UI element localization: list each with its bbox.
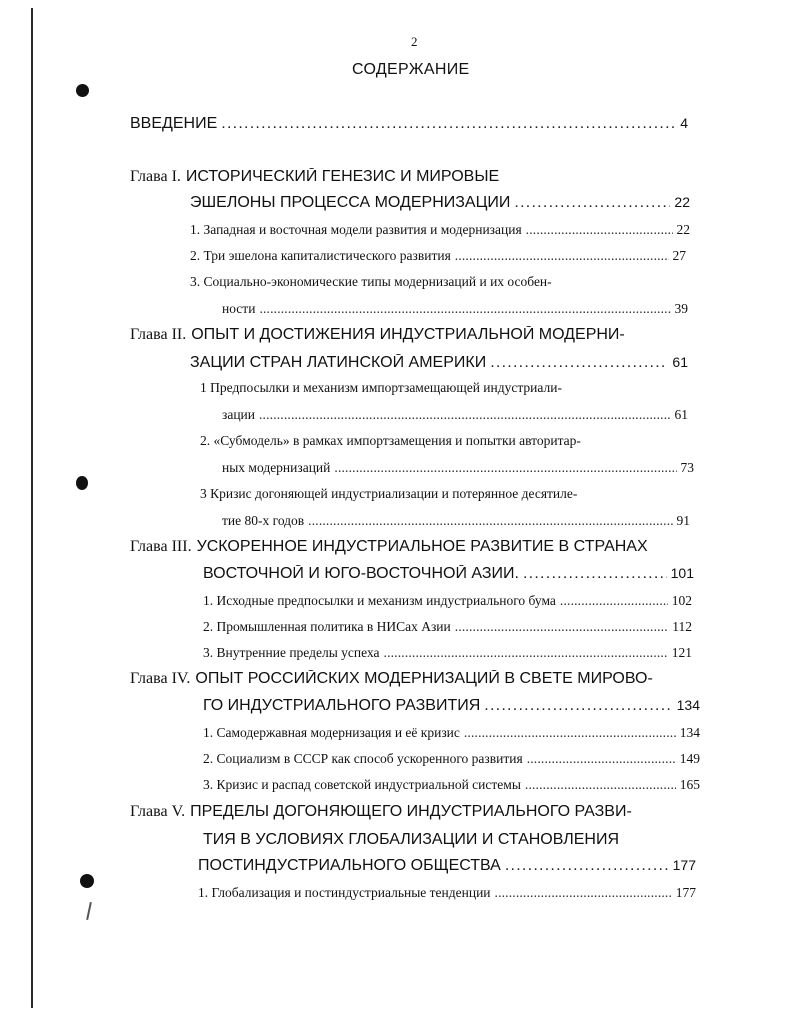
toc-page-number: 39 xyxy=(674,301,688,316)
toc-chapter-3-heading[interactable] xyxy=(130,538,690,556)
section-title: 3. Социально-экономические типы модернизаций и их особен- xyxy=(190,274,552,289)
toc-page-number: 121 xyxy=(671,645,692,660)
toc-chapter-1-heading-cont[interactable] xyxy=(190,194,690,212)
toc-section-3-3[interactable] xyxy=(203,645,692,661)
chapter-title-line: ПОСТИНДУСТРИАЛЬНОГО ОБЩЕСТВА xyxy=(198,857,501,874)
toc-entry-label: ВВЕДЕНИЕ xyxy=(130,115,218,132)
punch-hole-mark xyxy=(80,874,94,888)
page-title: СОДЕРЖАНИЕ xyxy=(352,61,470,78)
toc-page-number: 165 xyxy=(679,777,700,792)
punch-hole-mark xyxy=(76,84,89,97)
section-title: 2. Три эшелона капиталистического развития xyxy=(190,248,451,263)
toc-page-number: 27 xyxy=(672,248,686,263)
section-title: 1. Западная и восточная модели развития и модернизация xyxy=(190,222,522,237)
toc-section-2-1[interactable] xyxy=(200,380,690,396)
section-title: 1 Предпосылки и механизм импортзамещающей индустриали- xyxy=(200,380,562,395)
toc-page-number: 177 xyxy=(675,885,696,900)
toc-section-2-2[interactable] xyxy=(200,433,690,449)
toc-page-number: 101 xyxy=(670,565,694,581)
toc-section-1-3[interactable] xyxy=(190,274,690,290)
toc-page-number: 149 xyxy=(679,751,700,766)
section-title: 1. Самодержавная модернизация и её кризис xyxy=(203,725,460,740)
page-number: 2 xyxy=(411,34,418,49)
chapter-title-line: ТИЯ В УСЛОВИЯХ ГЛОБАЛИЗАЦИИ И СТАНОВЛЕНИЯ xyxy=(203,831,620,848)
toc-section-2-2-cont[interactable] xyxy=(222,460,694,476)
chapter-prefix: Глава V. xyxy=(130,803,186,820)
section-title: 2. «Субмодель» в рамках импортзамещения и попытки авторитар- xyxy=(200,433,581,448)
toc-section-2-3-cont[interactable] xyxy=(222,513,690,529)
section-title: зации xyxy=(222,407,255,422)
toc-chapter-4-heading[interactable] xyxy=(130,670,690,688)
chapter-title-line: ВОСТОЧНОЙ И ЮГО-ВОСТОЧНОЙ АЗИИ. xyxy=(203,565,519,582)
toc-page-number: 4 xyxy=(680,115,688,131)
toc-page-number: 134 xyxy=(676,697,700,713)
toc-entry-introduction[interactable] xyxy=(130,115,688,133)
chapter-title-line: ОПЫТ И ДОСТИЖЕНИЯ ИНДУСТРИАЛЬНОЙ МОДЕРНИ- xyxy=(191,326,625,343)
section-title: 1. Глобализация и постиндустриальные тенденции xyxy=(198,885,491,900)
toc-page-number: 22 xyxy=(676,222,690,237)
toc-section-5-1[interactable] xyxy=(198,885,696,901)
section-title: 1. Исходные предпосылки и механизм индустриального бума xyxy=(203,593,556,608)
chapter-title-line: УСКОРЕННОЕ ИНДУСТРИАЛЬНОЕ РАЗВИТИЕ В СТРАНАХ xyxy=(196,538,648,555)
toc-page-number: 73 xyxy=(680,460,694,475)
section-title: 2. Социализм в СССР как способ ускоренного развития xyxy=(203,751,523,766)
toc-page-number: 22 xyxy=(674,194,690,210)
toc-chapter-5-heading-cont[interactable] xyxy=(203,831,693,849)
toc-section-4-2[interactable] xyxy=(203,751,700,767)
toc-page-number: 61 xyxy=(674,407,688,422)
chapter-prefix: Глава I. xyxy=(130,168,181,185)
toc-page-number: 91 xyxy=(676,513,690,528)
toc-section-1-1[interactable] xyxy=(190,222,690,238)
toc-section-1-3-cont[interactable] xyxy=(222,301,688,317)
pen-scratch-mark xyxy=(86,902,92,920)
section-title: 2. Промышленная политика в НИСах Азии xyxy=(203,619,451,634)
toc-page-number: 61 xyxy=(672,354,688,370)
chapter-prefix: Глава III. xyxy=(130,538,192,555)
toc-section-1-2[interactable] xyxy=(190,248,686,264)
chapter-title-line: ЭШЕЛОНЫ ПРОЦЕССА МОДЕРНИЗАЦИИ xyxy=(190,194,511,211)
chapter-title-line: ОПЫТ РОССИЙСКИХ МОДЕРНИЗАЦИЙ В СВЕТЕ МИРОВО- xyxy=(195,670,653,687)
section-title: тие 80-х годов xyxy=(222,513,305,528)
toc-section-2-1-cont[interactable] xyxy=(222,407,688,423)
toc-page-number: 134 xyxy=(679,725,700,740)
toc-chapter-5-heading-cont-2[interactable] xyxy=(198,857,696,875)
toc-page-number: 177 xyxy=(672,857,696,873)
punch-hole-mark xyxy=(76,476,88,490)
toc-chapter-2-heading[interactable] xyxy=(130,326,690,344)
chapter-prefix: Глава II. xyxy=(130,326,187,343)
toc-chapter-5-heading[interactable] xyxy=(130,803,690,821)
chapter-title-line: ИСТОРИЧЕСКИЙ ГЕНЕЗИС И МИРОВЫЕ xyxy=(185,168,500,185)
toc-chapter-3-heading-cont[interactable] xyxy=(203,565,694,583)
chapter-title-line: ГО ИНДУСТРИАЛЬНОГО РАЗВИТИЯ xyxy=(203,697,481,714)
toc-chapter-2-heading-cont[interactable] xyxy=(190,354,688,372)
section-title: 3. Кризис и распад советской индустриальной системы xyxy=(203,777,521,792)
chapter-title-line: ПРЕДЕЛЫ ДОГОНЯЮЩЕГО ИНДУСТРИАЛЬНОГО РАЗВИ- xyxy=(190,803,632,820)
chapter-prefix: Глава IV. xyxy=(130,670,191,687)
toc-section-4-1[interactable] xyxy=(203,725,700,741)
toc-chapter-1-heading[interactable] xyxy=(130,168,690,186)
toc-section-3-1[interactable] xyxy=(203,593,692,609)
section-title: ных модернизаций xyxy=(222,460,331,475)
toc-page-number: 102 xyxy=(671,593,692,608)
section-title: 3 Кризис догоняющей индустриализации и потерянное десятиле- xyxy=(200,486,578,501)
toc-page-number: 112 xyxy=(672,619,692,634)
section-title: 3. Внутренние пределы успеха xyxy=(203,645,380,660)
toc-section-2-3[interactable] xyxy=(200,486,690,502)
chapter-title-line: ЗАЦИИ СТРАН ЛАТИНСКОЙ АМЕРИКИ xyxy=(190,354,487,371)
section-title: ности xyxy=(222,301,256,316)
margin-rule xyxy=(31,8,33,1008)
toc-chapter-4-heading-cont[interactable] xyxy=(203,697,700,715)
toc-section-3-2[interactable] xyxy=(203,619,692,635)
toc-section-4-3[interactable] xyxy=(203,777,700,793)
